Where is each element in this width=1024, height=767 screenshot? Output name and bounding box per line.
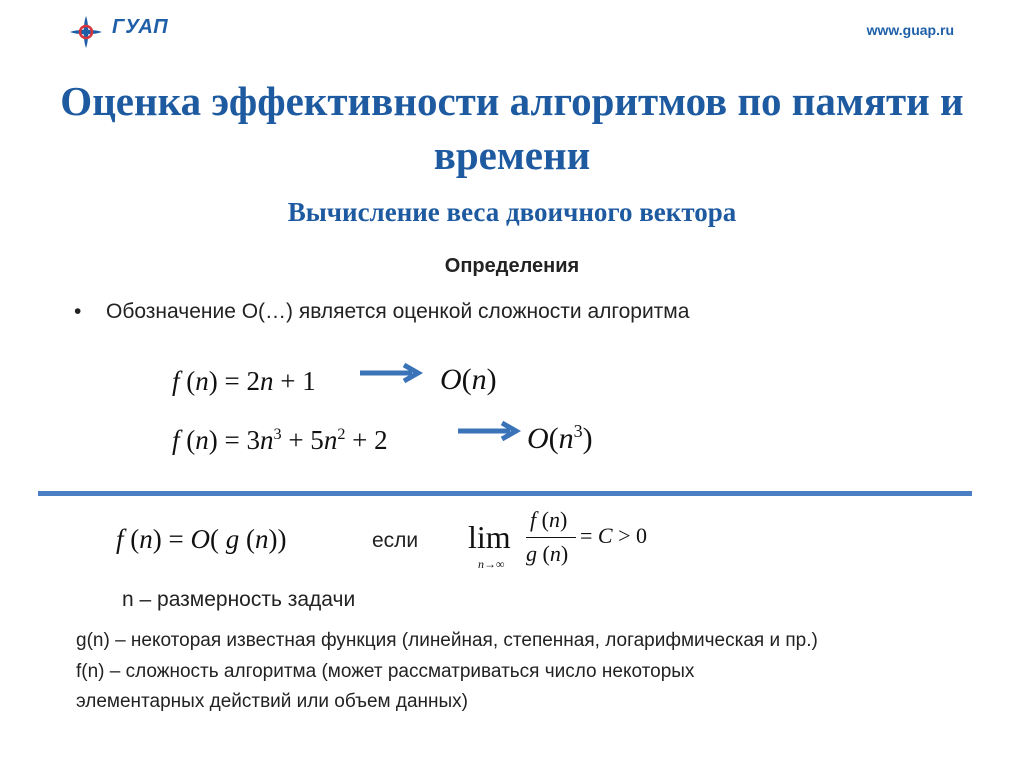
guap-logo-icon (68, 14, 104, 50)
if-word: если (372, 529, 419, 552)
note-g: g(n) – некоторая известная функция (линейная, степенная, логарифмическая и пр.) (76, 630, 818, 651)
arrow-1-icon (358, 363, 424, 383)
formula-1-right: O(n) (440, 363, 497, 396)
slide-subtitle: Вычисление веса двоичного вектора (287, 197, 737, 227)
formula-1-left: f (n) = 2n + 1 (172, 366, 316, 396)
formula-2-left: f $(n) = 3n^3 + 5n^2 + 2$ (172, 425, 388, 455)
limit-formula: lim n→∞ f (n) g (n) = C > 0 (468, 507, 648, 571)
arrow-2-icon (456, 421, 522, 441)
brand-name: ГУАП (112, 16, 169, 38)
bullet-text: Обозначение O(…) является оценкой сложности алгоритма (106, 300, 690, 323)
formula-2-right: $O(n^3)$ (527, 421, 593, 455)
note-n: n – размерность задачи (122, 588, 356, 611)
note-f-line-2: элементарных действий или объем данных) (76, 691, 468, 712)
divider-line (38, 491, 972, 496)
section-heading: Определения (444, 255, 580, 277)
site-url[interactable]: www.guap.ru (866, 22, 954, 38)
definition-formula: f (n) = O( g (n)) (116, 524, 287, 554)
note-f-line-1: f(n) – сложность алгоритма (может рассматриваться число некоторых (76, 661, 695, 682)
slide-title: Оценка эффективности алгоритмов по памяти и времени (60, 78, 964, 178)
bullet-marker: • (74, 300, 82, 323)
